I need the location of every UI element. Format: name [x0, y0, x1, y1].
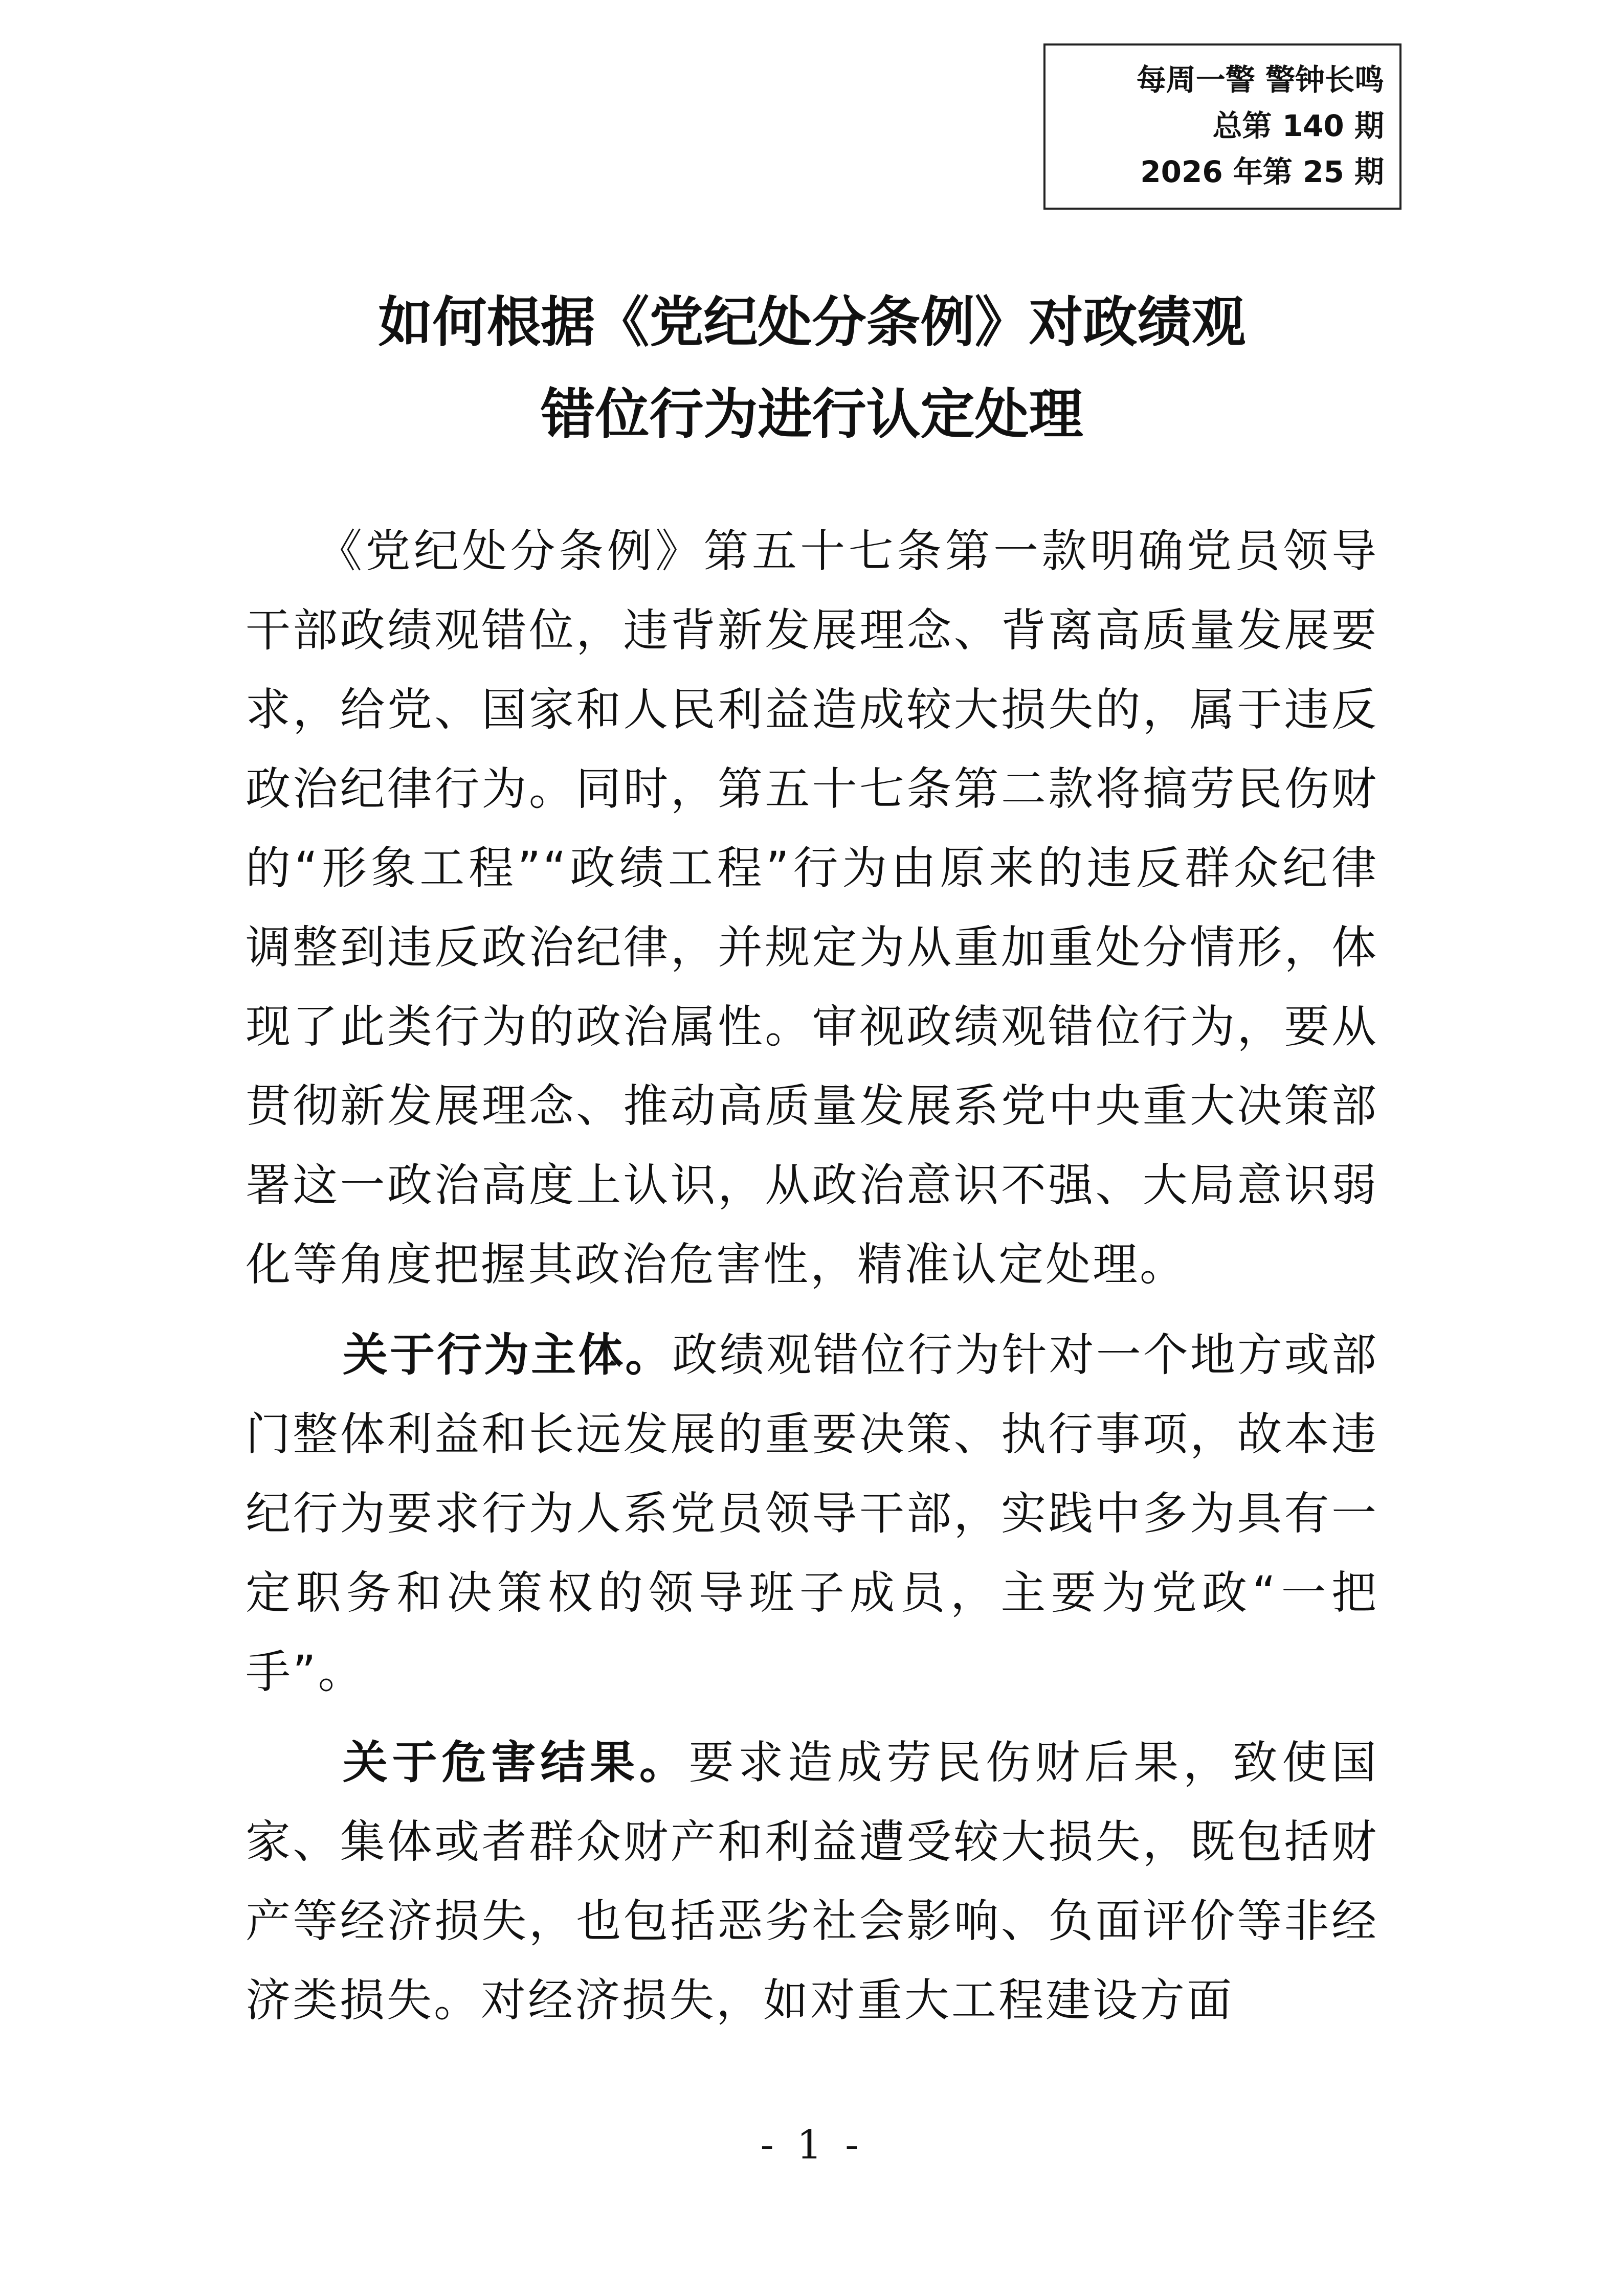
- document-title: [153, 276, 1471, 460]
- paragraph-subject-text: 政绩观错位行为针对一个地方或部门整体利益和长远发展的重要决策、执行事项，故本违纪行为要求行为人系党员领导干部，实践中多为具有一定职务和决策权的领导班子成员，主要为党政“一把手”。: [246, 1329, 1378, 1698]
- document-body: [246, 511, 1378, 2051]
- title-line-1: 如何根据《党纪处分条例》对政绩观: [378, 290, 1246, 354]
- page-number: - 1 -: [760, 2122, 864, 2168]
- paragraph-intro: 《党纪处分条例》第五十七条第一款明确党员领导干部政绩观错位，违背新发展理念、背离高质量发展要求，给党、国家和人民利益造成较大损失的，属于违反政治纪律行为。同时，第五十七条第二款将搞劳民伤财的“形象工程”“政绩工程”行为由原来的违反群众纪律调整到违反政治纪律，并规定为从重加重处分情形，体现了此类行为的政治属性。审视政绩观错位行为，要从贯彻新发展理念、推动高质量发展系党中央重大决策部署这一政治高度上认识，从政治意识不强、大局意识弱化等角度把握其政治危害性，精准认定处理。: [246, 525, 1378, 1291]
- issue-info-box: [1043, 43, 1401, 210]
- paragraph-harm-heading: 关于危害结果。: [343, 1736, 689, 1789]
- paragraph-subject: [246, 1315, 1378, 1712]
- paragraph-subject-heading: 关于行为主体。: [343, 1329, 673, 1381]
- issue-slogan: 每周一警 警钟长鸣: [1136, 62, 1384, 97]
- issue-total-number: 总第 140 期: [1212, 108, 1384, 143]
- issue-year-number: 2026 年第 25 期: [1140, 154, 1384, 189]
- paragraph-harm-text: 要求造成劳民伤财后果，致使国家、集体或者群众财产和利益遭受较大损失，既包括财产等经济损失，也包括恶劣社会影响、负面评价等非经济类损失。对经济损失，如对重大工程建设方面: [246, 1736, 1378, 2027]
- paragraph-harm: [246, 1723, 1378, 2040]
- title-line-2: 错位行为进行认定处理: [541, 382, 1083, 446]
